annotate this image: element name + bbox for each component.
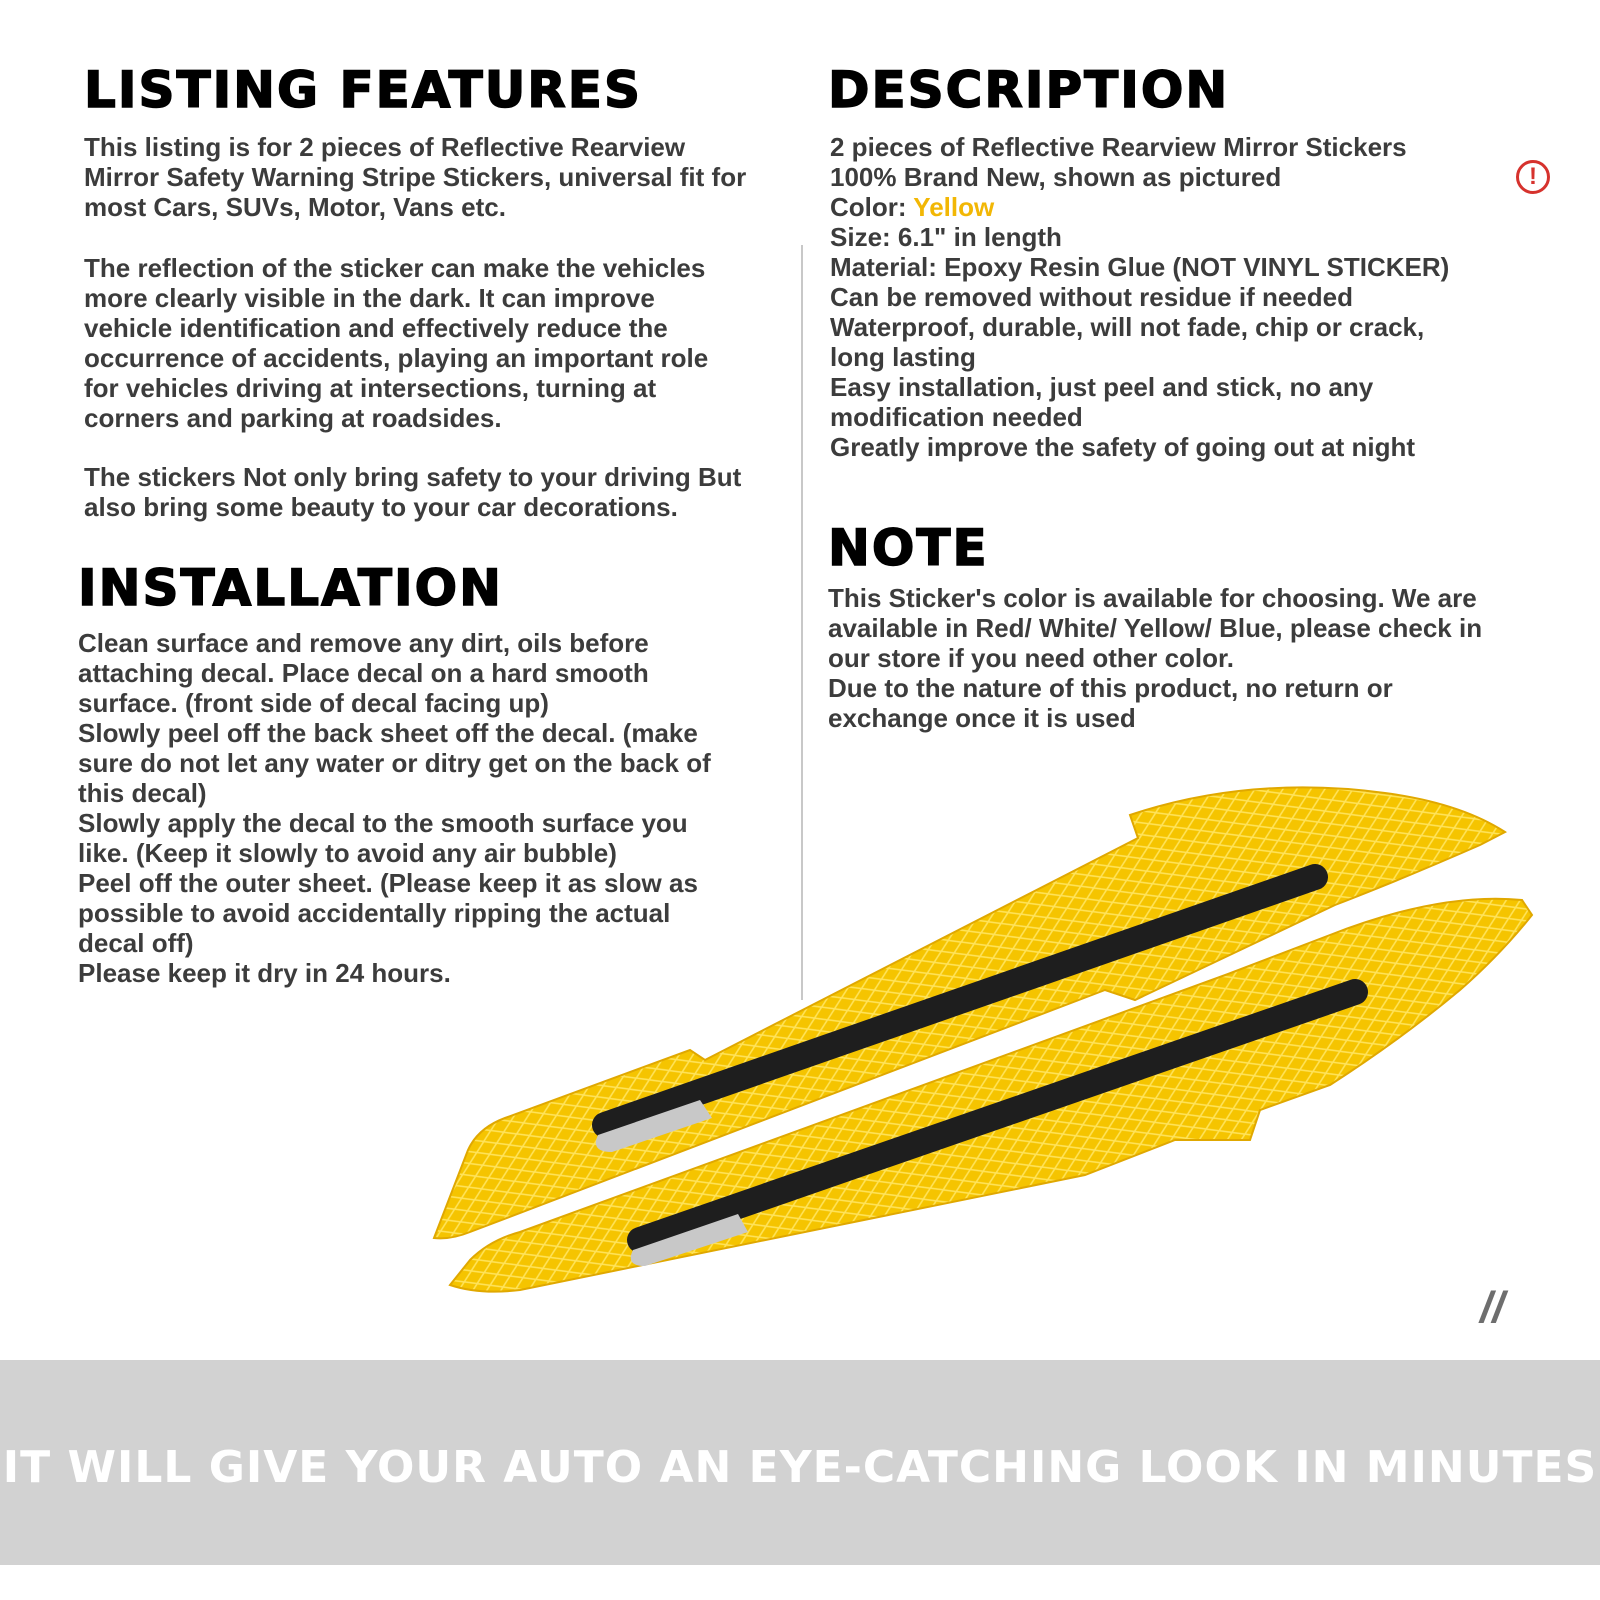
alert-icon: ! [1516, 160, 1550, 194]
installation-text: Clean surface and remove any dirt, oils before attaching decal. Place decal on a hard smooth surface. (front side of decal facing up) Slowly peel off the back sheet off the decal. (make sure do not let any water or ditry get on the back of this decal) Slowly apply the decal to the smooth surface you like. (Keep it slowly to avoid any air bubble) Peel off the outer sheet. (Please keep it as slow as possible to avoid accidentally ripping the actual decal off) Please keep it dry in 24 hours. [78, 628, 711, 988]
description-line: Greatly improve the safety of going out at night [830, 432, 1416, 462]
description-heading: DESCRIPTION [828, 61, 1230, 119]
installation-heading: INSTALLATION [78, 559, 503, 617]
note-heading: NOTE [828, 519, 989, 577]
description-line: Easy installation, just peel and stick, no any modification needed [830, 372, 1374, 432]
description-line: Can be removed without residue if needed [830, 282, 1353, 312]
listing-features-paragraph-2: The reflection of the sticker can make the vehicles more clearly visible in the dark. It can improve vehicle identification and effectively reduce the occurrence of accidents, playing an important role for vehicles driving at intersections, turning at corners and parking at roadsides. [84, 253, 709, 433]
description-line: 2 pieces of Reflective Rearview Mirror Stickers [830, 132, 1407, 162]
slash-mark: // [1480, 1283, 1505, 1332]
color-value: Yellow [913, 192, 995, 222]
color-label: Color: [830, 192, 914, 222]
description-line: 100% Brand New, shown as pictured [830, 162, 1282, 192]
description-color-line [830, 192, 1530, 222]
column-divider [801, 245, 803, 1000]
banner-text: IT WILL GIVE YOUR AUTO AN EYE-CATCHING LOOK IN MINUTES [2, 1442, 1598, 1493]
note-text: This Sticker's color is available for choosing. We are available in Red/ White/ Yellow/ Blue, please check in our store if you need other color. Due to the nature of this product, no return or exchange once it is used [828, 583, 1483, 733]
listing-features-paragraph-1: This listing is for 2 pieces of Reflective Rearview Mirror Safety Warning Stripe Stickers, universal fit for most Cars, SUVs, Motor, Vans etc. [84, 132, 747, 222]
description-line: Size: 6.1" in length [830, 222, 1062, 252]
description-line: Material: Epoxy Resin Glue (NOT VINYL STICKER) [830, 252, 1450, 282]
listing-features-paragraph-3: The stickers Not only bring safety to your driving But also bring some beauty to your car decorations. [84, 462, 742, 522]
description-line: Waterproof, durable, will not fade, chip or crack, long lasting [830, 312, 1425, 372]
description-list [830, 132, 1530, 462]
listing-features-heading: LISTING FEATURES [84, 61, 642, 119]
